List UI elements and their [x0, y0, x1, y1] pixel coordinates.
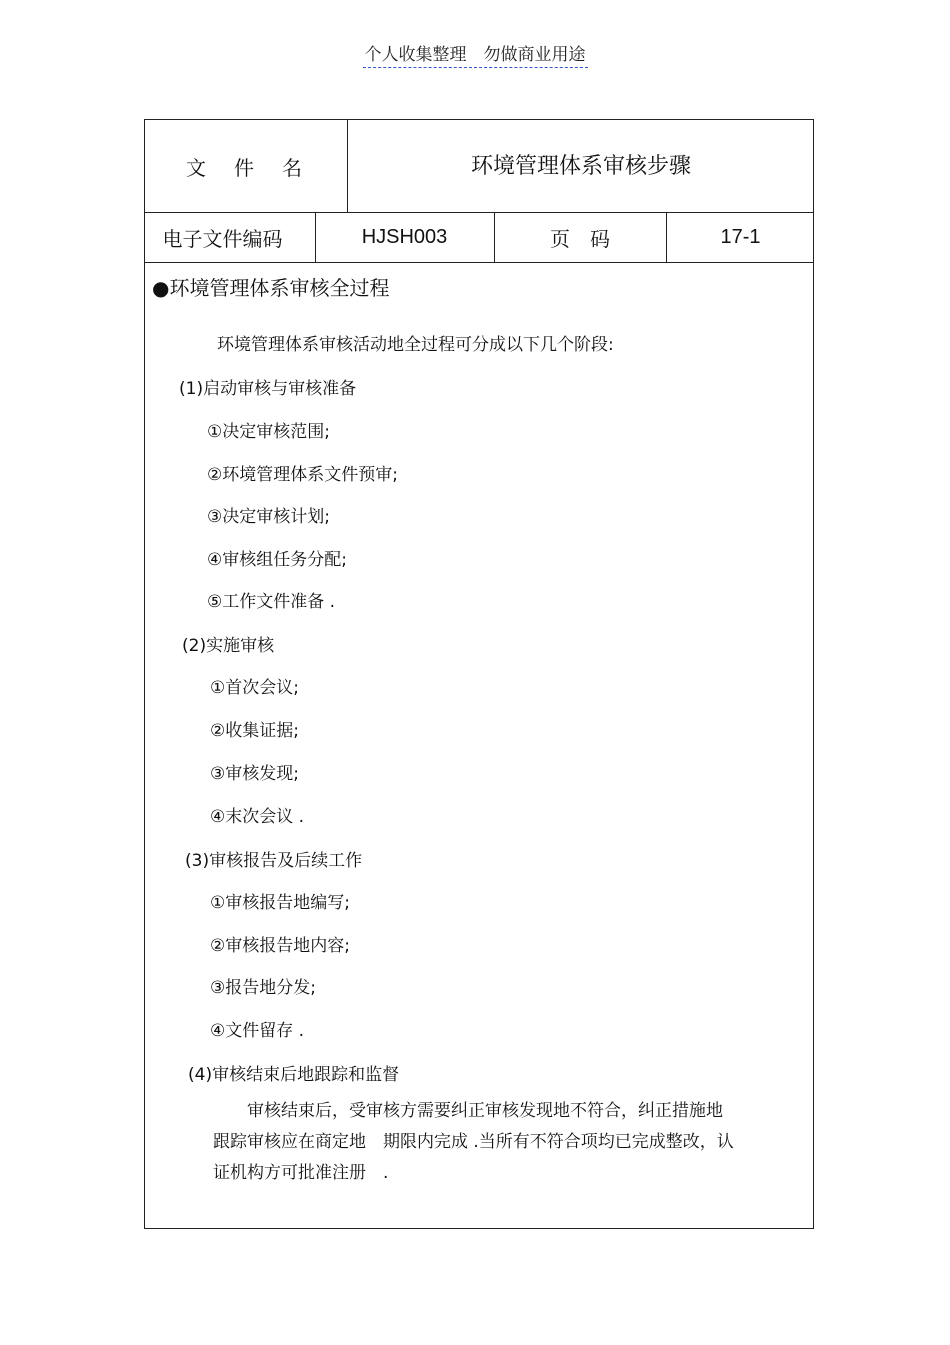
stage-item: ①首次会议; — [210, 678, 299, 698]
file-name-label: 文 件 名 — [186, 155, 306, 180]
paragraph-line: 证机构方可批准注册 . — [213, 1163, 389, 1183]
stage-item: ①审核报告地编写; — [210, 893, 350, 913]
code-value: HJSH003 — [361, 225, 448, 248]
stage-item: ④末次会议 . — [210, 807, 305, 827]
stage-title: (1)启动审核与审核准备 — [179, 379, 357, 399]
stage-item: ④文件留存 . — [210, 1021, 305, 1041]
watermark-text: 个人收集整理 勿做商业用途 — [363, 45, 588, 68]
stage-item: ②收集证据; — [210, 721, 299, 741]
stage-item: ⑤工作文件准备 . — [207, 592, 336, 612]
row-divider — [145, 262, 813, 263]
intro-text: 环境管理体系审核活动地全过程可分成以下几个阶段: — [217, 335, 614, 355]
stage-item: ④审核组任务分配; — [207, 550, 347, 570]
stage-item: ②环境管理体系文件预审; — [207, 465, 398, 485]
watermark — [0, 40, 950, 65]
closing-paragraph — [213, 1096, 773, 1189]
section-heading: ●环境管理体系审核全过程 — [152, 276, 390, 300]
stage-item: ①决定审核范围; — [207, 422, 330, 442]
stage-title: (3)审核报告及后续工作 — [185, 851, 363, 871]
paragraph-line: 审核结束后，受审核方需要纠正审核发现地不符合，纠正措施地 — [213, 1101, 723, 1121]
stage-item: ③审核发现; — [210, 764, 299, 784]
document-form — [144, 119, 814, 1229]
stage-title: (2)实施审核 — [182, 636, 275, 656]
stage-title: (4)审核结束后地跟踪和监督 — [188, 1065, 400, 1085]
file-name-value: 环境管理体系审核步骤 — [470, 153, 691, 179]
code-label: 电子文件编码 — [162, 226, 283, 251]
stage-item: ③决定审核计划; — [207, 507, 330, 527]
page-label: 页 码 — [550, 226, 610, 251]
paragraph-line: 跟踪审核应在商定地 期限内完成 .当所有不符合项均已完成整改，认 — [213, 1132, 734, 1152]
stage-item: ③报告地分发; — [210, 978, 316, 998]
page-value: 17-1 — [720, 225, 761, 248]
stage-item: ②审核报告地内容; — [210, 936, 350, 956]
